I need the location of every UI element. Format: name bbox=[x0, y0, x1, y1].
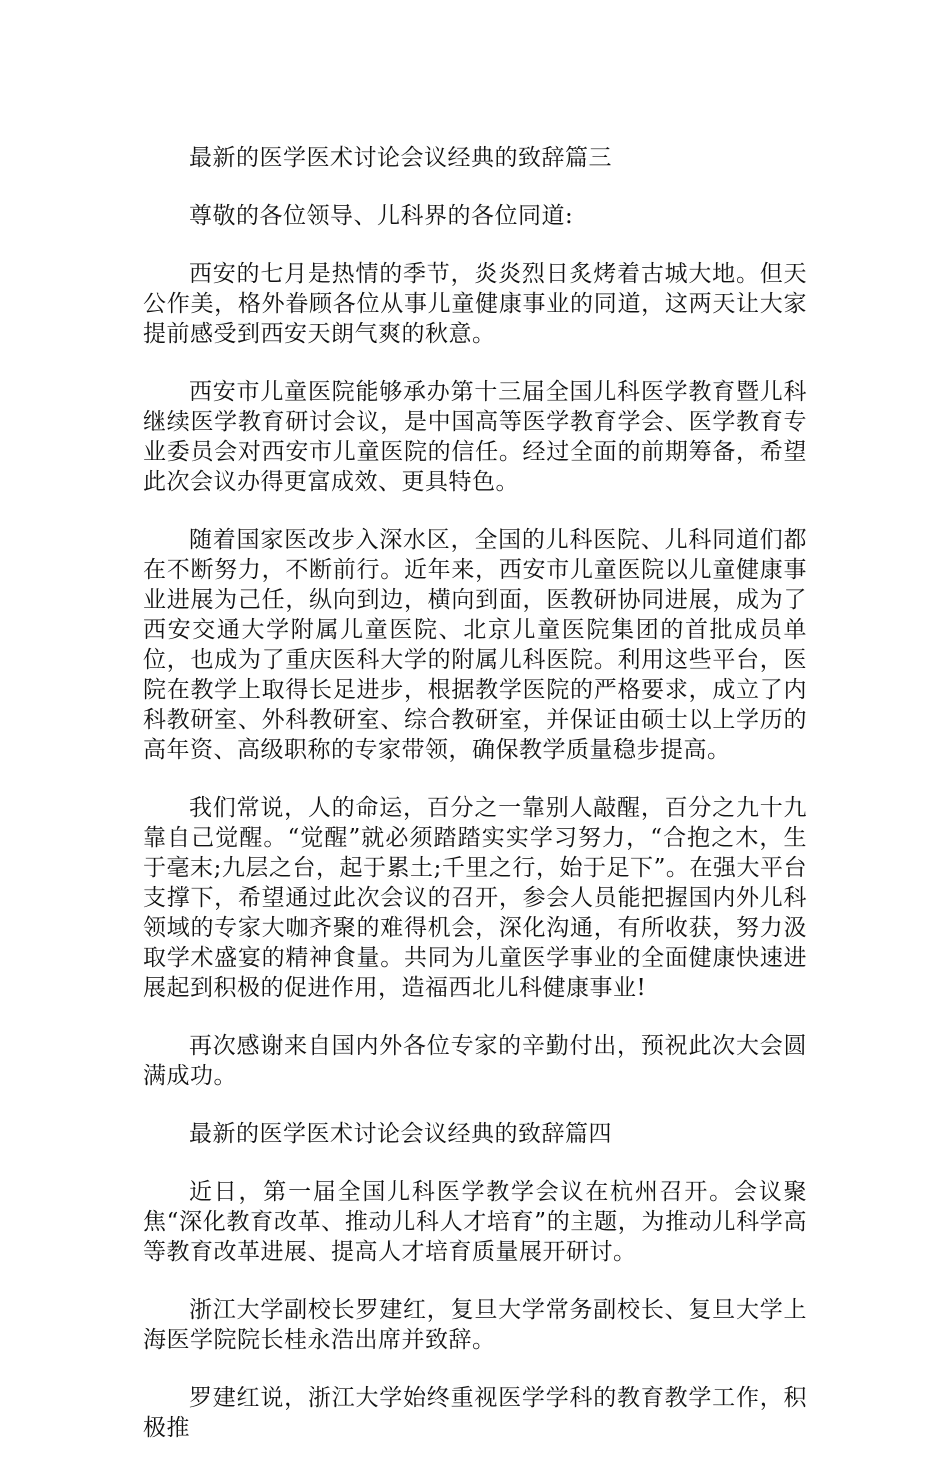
document-body bbox=[143, 143, 807, 1471]
paragraph: 近日，第一届全国儿科医学教学会议在杭州召开。会议聚焦“深化教育改革、推动儿科人才培育”的主题，为推动儿科学高等教育改革进展、提高人才培育质量展开研讨。 bbox=[143, 1179, 807, 1265]
paragraph: 西安市儿童医院能够承办第十三届全国儿科医学教育暨儿科继续医学教育研讨会议，是中国高等医学教育学会、医学教育专业委员会对西安市儿童医院的信任。经过全面的前期筹备，希望此次会议办得更富成效、更具特色。 bbox=[143, 379, 807, 495]
section-heading-4: 最新的医学医术讨论会议经典的致辞篇四 bbox=[189, 1121, 612, 1147]
section-heading-3: 最新的医学医术讨论会议经典的致辞篇三 bbox=[189, 145, 612, 171]
paragraph: 再次感谢来自国内外各位专家的辛勤付出，预祝此次大会圆满成功。 bbox=[143, 1033, 807, 1089]
paragraph: 罗建红说，浙江大学始终重视医学学科的教育教学工作，积极推 bbox=[143, 1385, 807, 1441]
paragraph: 西安的七月是热情的季节，炎炎烈日炙烤着古城大地。但天公作美，格外眷顾各位从事儿童健康事业的同道，这两天让大家提前感受到西安天朗气爽的秋意。 bbox=[143, 261, 807, 347]
salutation: 尊敬的各位领导、儿科界的各位同道: bbox=[189, 203, 574, 229]
paragraph: 我们常说，人的命运，百分之一靠别人敲醒，百分之九十九靠自己觉醒。“觉醒”就必须踏踏实实学习努力，“合抱之木，生于毫末;九层之台，起于累土;千里之行，始于足下”。在强大平台支撑下，希望通过此次会议的召开，参会人员能把握国内外儿科领域的专家大咖齐聚的难得机会，深化沟通，有所收获，努力汲取学术盛宴的精神食量。共同为儿童医学事业的全面健康快速进展起到积极的促进作用，造福西北儿科健康事业! bbox=[143, 795, 807, 1001]
paragraph: 随着国家医改步入深水区，全国的儿科医院、儿科同道们都在不断努力，不断前行。近年来，西安市儿童医院以儿童健康事业进展为己任，纵向到边，横向到面，医教研协同进展，成为了西安交通大学附属儿童医院、北京儿童医院集团的首批成员单位，也成为了重庆医科大学的附属儿科医院。利用这些平台，医院在教学上取得长足进步，根据教学医院的严格要求，成立了内科教研室、外科教研室、综合教研室，并保证由硕士以上学历的高年资、高级职称的专家带领，确保教学质量稳步提高。 bbox=[143, 527, 807, 763]
paragraph: 浙江大学副校长罗建红，复旦大学常务副校长、复旦大学上海医学院院长桂永浩出席并致辞。 bbox=[143, 1297, 807, 1353]
